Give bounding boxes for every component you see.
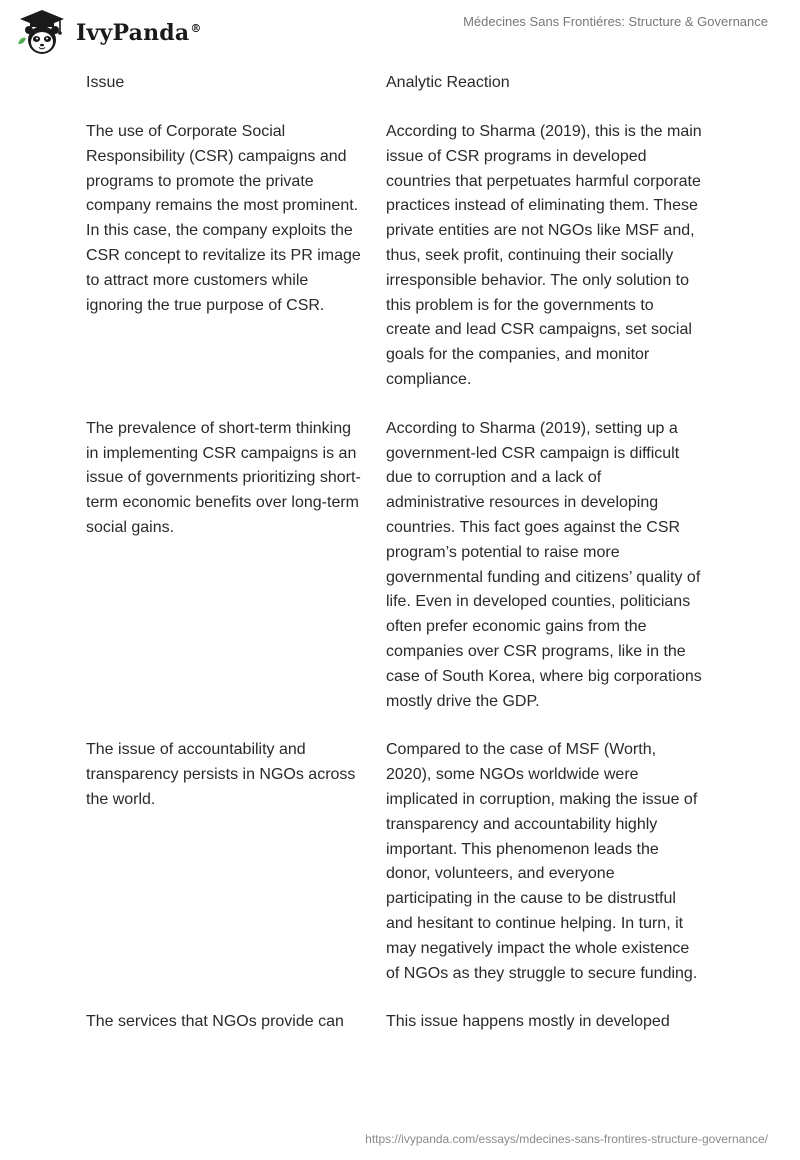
ivypanda-logo[interactable] [16, 8, 202, 56]
issue-cell: The issue of accountability and transparency persists in NGOs across the world. [86, 741, 356, 808]
issue-cell: The prevalence of short-term thinking in implementing CSR campaigns is an issue of governments prioritizing short-term economic benefits over long-term social gains. [86, 419, 361, 536]
column-header-reaction: Analytic Reaction [386, 74, 510, 91]
panda-mascot-icon [16, 8, 68, 56]
table-header-row [86, 70, 726, 96]
page-header [0, 0, 800, 64]
reaction-cell: According to Sharma (2019), setting up a government-led CSR campaign is difficult due to corruption and a lack of administrative resources in developing countries. This fact goes against the CSR program’s potential to raise more governmental funding and citizens’ quality of life. Even in developed counties, politicians often prefer economic gains from the companies over CSR programs, like in the case of South Korea, where big corporations mostly drive the GDP. [386, 419, 702, 710]
table-row [86, 417, 726, 715]
table-row [86, 1010, 726, 1035]
issue-cell: The services that NGOs provide can [86, 1013, 344, 1031]
reaction-cell: Compared to the case of MSF (Worth, 2020), some NGOs worldwide were implicated in corruption, making the issue of transparency and accountability highly important. This phenomenon leads the donor, volunteers, and everyone participating in the cause to be distrustful and hesitant to continue helping. In turn, it may negatively impact the whole existence of NGOs as they struggle to secure funding. [386, 741, 698, 982]
brand-name: IvyPanda® [76, 20, 202, 46]
issues-table [86, 70, 726, 1035]
document-title: Médecines Sans Frontiéres: Structure & Governance [463, 14, 768, 29]
table-row [86, 120, 726, 393]
reaction-cell: According to Sharma (2019), this is the main issue of CSR programs in developed countries that perpetuates harmful corporate practices instead of eliminating them. These private entities are not NGOs like MSF and, thus, seek profit, continuing their socially irresponsible behavior. The only solution to this problem is for the governments to create and lead CSR campaigns, set social goals for the companies, and monitor compliance. [386, 123, 702, 388]
source-url[interactable]: https://ivypanda.com/essays/mdecines-sans-frontires-structure-governance/ [365, 1132, 768, 1146]
table-row [86, 738, 726, 986]
column-header-issue: Issue [86, 74, 125, 91]
issue-cell: The use of Corporate Social Responsibility (CSR) campaigns and programs to promote the private company remains the most prominent. In this case, the company exploits the CSR concept to revitalize its PR image to attract more customers while ignoring the true purpose of CSR. [86, 123, 361, 314]
reaction-cell: This issue happens mostly in developed [386, 1013, 670, 1031]
